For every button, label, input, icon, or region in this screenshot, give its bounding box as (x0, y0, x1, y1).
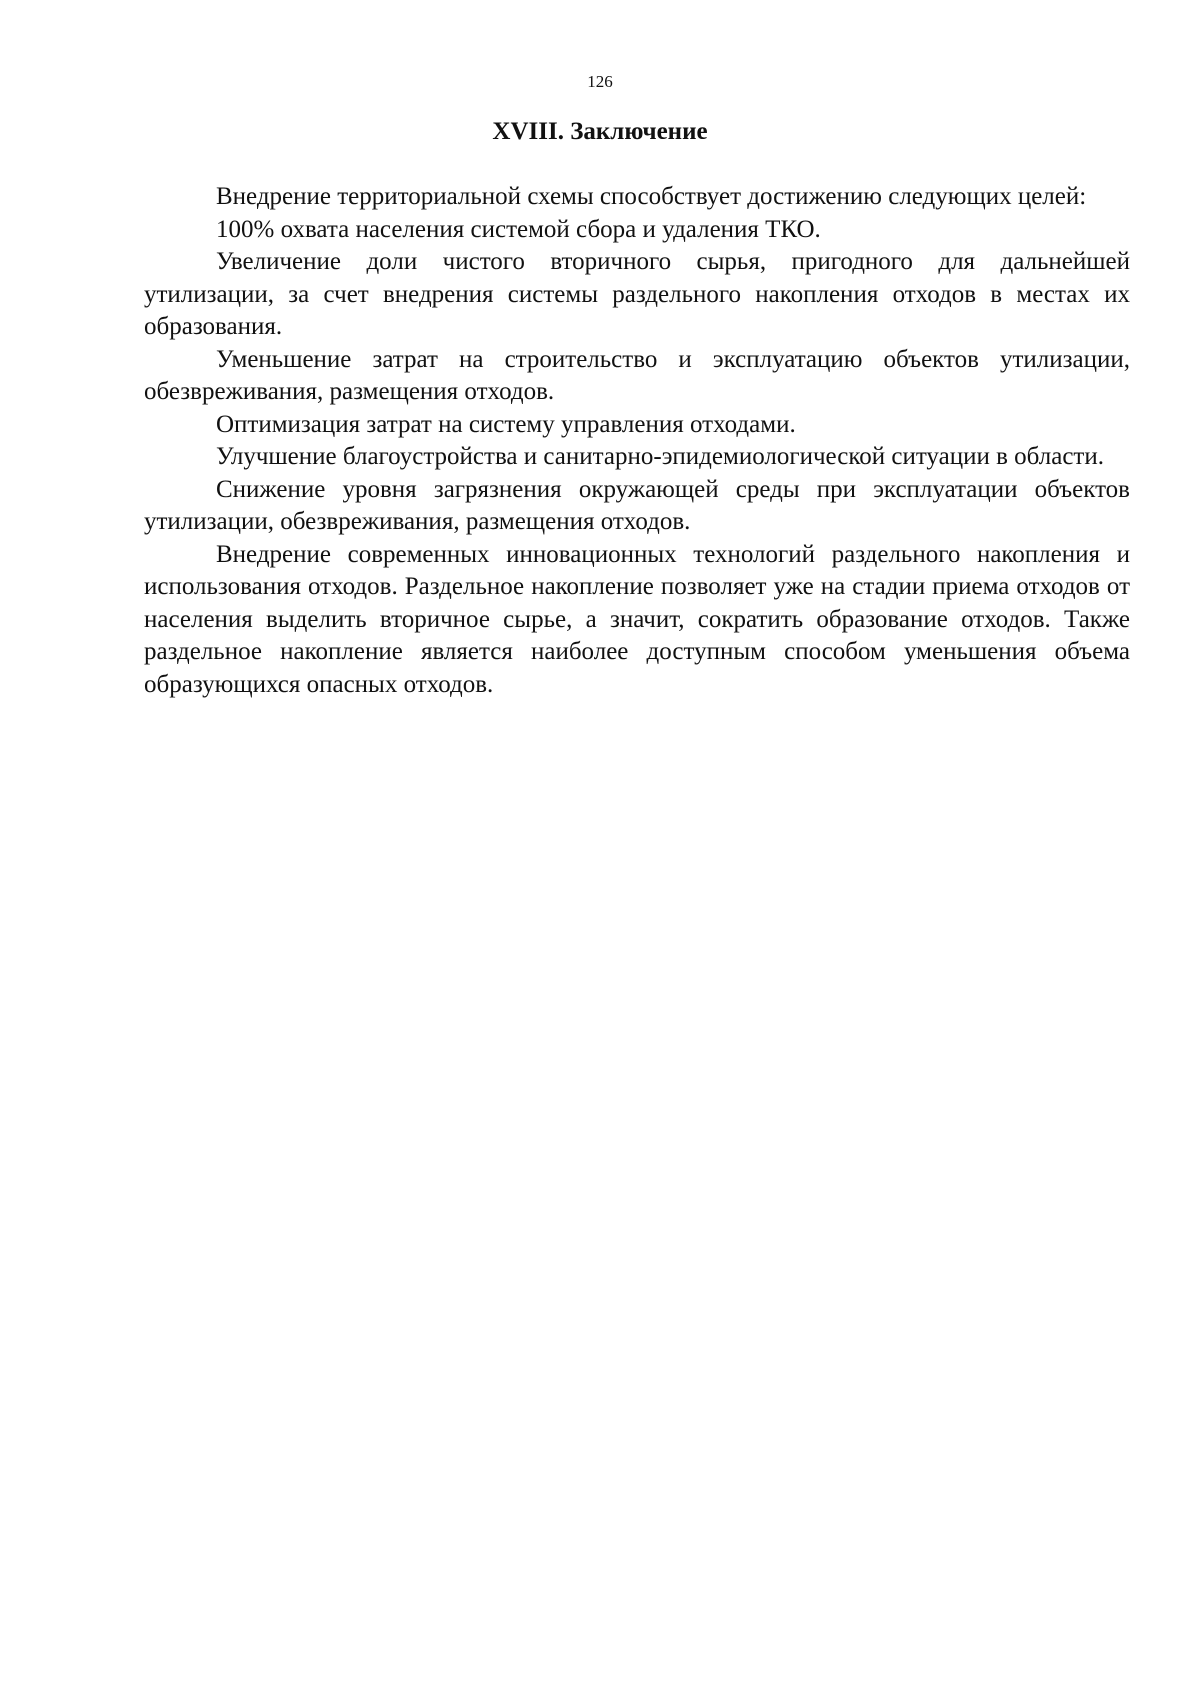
page-number: 126 (587, 72, 613, 91)
paragraph-secondary-raw-materials: Увеличение доли чистого вторичного сырья, пригодного для дальнейшей утилизации, за счет внедрения системы раздельного накопления отходов в местах их образования. (144, 248, 1130, 340)
paragraph-pollution-reduction: Снижение уровня загрязнения окружающей среды при эксплуатации объектов утилизации, обезвреживания, размещения отходов. (144, 475, 1130, 535)
paragraph-cost-optimization: Оптимизация затрат на систему управления отходами. (216, 410, 796, 438)
body-text (144, 181, 1130, 701)
section-heading: XVIII. Заключение (492, 118, 708, 145)
paragraph-innovative-technologies: Внедрение современных инновационных технологий раздельного накопления и использования отходов. Раздельное накопление позволяет уже на стадии приема отходов от населения выделить вторичное сырье, а значит, сократить образование отходов. Также раздельное накопление является наиболее доступным способом уменьшения объема образующихся опасных отходов. (144, 540, 1130, 698)
paragraph-goals-intro: Внедрение территориальной схемы способствует достижению следующих целей: (216, 183, 1087, 210)
paragraph-cost-reduction: Уменьшение затрат на строительство и эксплуатацию объектов утилизации, обезвреживания, размещения отходов. (144, 345, 1130, 405)
paragraph-population-coverage: 100% охвата населения системой сбора и удаления ТКО. (216, 215, 821, 243)
paragraph-sanitary-improvement: Улучшение благоустройства и санитарно-эпидемиологической ситуации в области. (216, 443, 1104, 470)
